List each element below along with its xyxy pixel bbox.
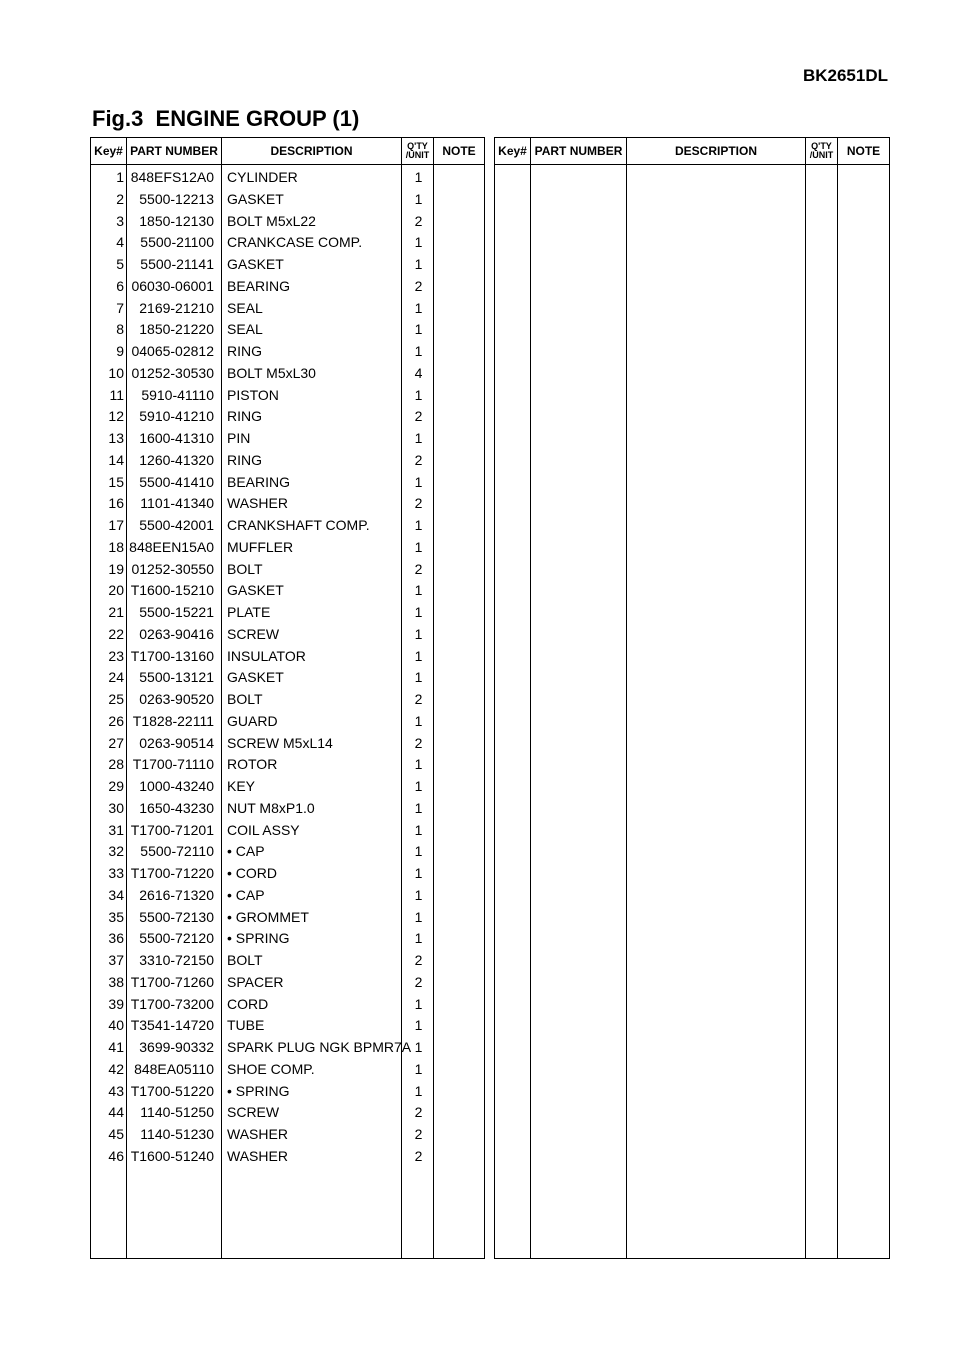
header-qty-line2: /UNIT [405,150,430,160]
description-cell: NUT M8xP1.0 [227,799,315,816]
description-cell: • CAP [227,886,265,903]
table-row [91,950,484,972]
table-row [91,667,484,689]
part-number-cell: T1600-15210 [130,582,214,599]
table-row [91,406,484,428]
table-row [91,559,484,581]
part-number-cell: T1700-71220 [130,865,214,881]
description-cell: PISTON [227,386,279,403]
key-cell: 5 [116,256,124,272]
qty-cell: 2 [414,495,423,512]
header-part-number-right: PART NUMBER [534,144,623,158]
description-cell: BOLT M5xL22 [227,212,316,229]
part-number-cell: 01252-30530 [131,364,214,381]
table-row [91,385,484,407]
part-number-cell: 1000-43240 [139,778,214,794]
table-row [91,537,484,559]
table-row [91,689,484,711]
description-cell: WASHER [227,1147,288,1164]
qty-cell: 1 [414,343,423,359]
part-number-cell: 5500-72120 [139,930,214,947]
key-cell: 21 [108,604,124,620]
header-description-right: DESCRIPTION [674,144,757,158]
table-row [91,994,484,1016]
table-row [91,515,484,537]
table-row [91,1124,484,1146]
key-cell: 6 [116,277,124,294]
qty-cell: 1 [414,256,423,272]
part-number-cell: 01252-30550 [131,560,214,577]
part-number-cell: 5500-72130 [139,908,214,925]
description-cell: SPACER [227,973,284,990]
table-row [91,472,484,494]
table-row [91,232,484,254]
description-cell: BEARING [227,473,291,490]
key-cell: 20 [108,582,124,599]
description-cell: GASKET [227,582,284,599]
table-row [91,1081,484,1103]
description-cell: GUARD [227,712,278,729]
model-number: BK2651DL [802,66,888,85]
part-number-cell: 5500-21141 [140,256,214,272]
qty-cell: 1 [414,886,423,903]
part-number-cell: T1600-51240 [130,1147,214,1164]
table-row [91,646,484,668]
qty-cell: 4 [414,364,423,381]
description-cell: WASHER [227,1126,288,1142]
description-cell: GASKET [227,256,284,272]
table-row [91,863,484,885]
qty-cell: 1 [414,625,423,642]
parts-table-left [90,137,485,1259]
header-note-right: NOTE [846,144,881,158]
table-row [91,211,484,233]
part-number-cell: 06030-06001 [131,277,214,294]
key-cell: 11 [109,386,124,403]
qty-cell: 2 [414,1104,423,1121]
page-title: Fig.3 ENGINE GROUP (1) [92,106,360,131]
key-cell: 32 [108,843,124,860]
part-number-cell: 5500-15221 [139,604,214,620]
description-cell: PIN [227,430,251,446]
qty-cell: 1 [414,799,423,816]
part-number-cell: T1700-71260 [130,973,214,990]
part-number-cell: 2616-71320 [139,886,214,903]
key-cell: 17 [108,517,124,533]
description-cell: BOLT [227,952,263,968]
key-cell: 24 [108,669,124,686]
description-cell: RING [227,408,262,425]
qty-cell: 1 [414,299,423,316]
table-row [91,711,484,733]
qty-cell: 1 [414,995,423,1012]
description-cell: SEAL [227,299,263,316]
table-row [91,341,484,363]
key-cell: 8 [116,321,124,338]
table-row [91,276,484,298]
part-number-cell: 5500-21100 [140,234,214,251]
key-cell: 18 [108,538,124,555]
table-row [91,428,484,450]
table-row [91,602,484,624]
qty-cell: 1 [414,473,423,490]
qty-cell: 1 [414,930,423,947]
key-cell: 45 [108,1126,124,1142]
description-cell: INSULATOR [227,647,306,664]
key-cell: 44 [108,1104,124,1121]
description-cell: SPARK PLUG NGK BPMR7A [227,1039,412,1055]
key-cell: 28 [108,756,124,773]
part-number-cell: 5500-41410 [139,473,214,490]
part-number-cell: T1700-73200 [130,995,214,1012]
key-cell: 25 [108,691,124,707]
part-number-cell: 848EEN15A0 [129,538,214,555]
key-cell: 42 [108,1060,124,1077]
description-cell: SHOE COMP. [227,1060,315,1077]
description-cell: • SPRING [227,930,290,947]
description-cell: • GROMMET [227,908,309,925]
key-cell: 2 [116,190,124,207]
description-cell: BOLT [227,691,263,707]
part-number-cell: 5500-72110 [140,843,214,860]
key-cell: 16 [108,495,124,512]
key-cell: 15 [108,473,124,490]
part-number-cell: T1700-71201 [130,821,214,838]
header-qty-right-line1: Q'TY [811,141,832,151]
qty-cell: 1 [414,821,423,838]
table-row [91,820,484,842]
qty-cell: 1 [414,647,423,664]
part-number-cell: 1140-51230 [140,1126,214,1142]
table-row [91,450,484,472]
qty-cell: 2 [414,408,423,425]
key-cell: 1 [116,169,124,185]
table-row [91,885,484,907]
part-number-cell: 1850-21220 [139,321,214,338]
description-cell: PLATE [227,604,271,620]
qty-cell: 1 [414,1039,423,1055]
description-cell: SCREW [227,625,280,642]
header-qty-right [806,138,837,164]
header-description: DESCRIPTION [270,144,353,158]
description-cell: BEARING [227,277,291,294]
description-cell: RING [227,343,262,359]
table-row [91,1102,484,1124]
description-cell: CORD [227,995,269,1012]
key-cell: 46 [108,1147,124,1164]
description-cell: GASKET [227,669,284,686]
part-number-cell: 5910-41110 [141,386,214,403]
table-row [91,798,484,820]
table-row [91,319,484,341]
description-cell: SCREW M5xL14 [227,734,333,751]
key-cell: 4 [116,234,124,251]
header-part-number: PART NUMBER [130,144,218,158]
description-cell: MUFFLER [227,538,294,555]
key-cell: 35 [108,908,124,925]
part-number-cell: 0263-90416 [139,625,214,642]
part-number-cell: 1101-41340 [140,495,214,512]
qty-cell: 1 [414,908,423,925]
key-cell: 3 [116,212,124,229]
description-cell: RING [227,451,262,468]
key-cell: 36 [108,930,124,947]
table-row [91,493,484,515]
key-cell: 30 [108,799,124,816]
description-cell: CRANKSHAFT COMP. [227,517,370,533]
qty-cell: 2 [414,451,423,468]
key-cell: 33 [108,865,124,881]
key-cell: 40 [108,1017,124,1034]
description-cell: TUBE [227,1017,265,1034]
parts-table-right [494,137,890,1259]
description-cell: GASKET [227,190,284,207]
qty-cell: 1 [414,669,423,686]
key-cell: 27 [108,734,124,751]
header-key-right: Key# [498,144,527,158]
part-number-cell: 0263-90520 [139,691,214,707]
table-row [91,907,484,929]
part-number-cell: 5500-42001 [139,517,214,533]
part-number-cell: 5500-13121 [139,669,214,686]
qty-cell: 2 [414,1147,423,1164]
key-cell: 13 [108,430,124,446]
key-cell: 31 [108,821,124,838]
part-number-cell: 1140-51250 [140,1104,214,1121]
key-cell: 23 [108,647,124,664]
description-cell: BOLT M5xL30 [227,364,316,381]
qty-cell: 2 [414,952,423,968]
part-number-cell: T1700-71110 [132,756,214,773]
description-cell: SEAL [227,321,263,338]
qty-cell: 1 [414,321,423,338]
part-number-cell: T1828-22111 [132,712,214,729]
description-cell: CYLINDER [227,169,298,185]
part-number-cell: 1260-41320 [139,451,214,468]
header-qty-line1: Q'TY [407,141,428,151]
qty-cell: 2 [414,277,423,294]
table-row [91,841,484,863]
key-cell: 39 [108,995,124,1012]
part-number-cell: T1700-13160 [130,647,214,664]
key-cell: 7 [116,299,124,316]
part-number-cell: 1600-41310 [139,430,214,446]
part-number-cell: 1650-43230 [139,799,214,816]
qty-cell: 1 [414,517,423,533]
header-note: NOTE [442,144,476,158]
key-cell: 34 [108,886,124,903]
table-row [91,298,484,320]
qty-cell: 1 [414,865,423,881]
qty-cell: 1 [414,582,423,599]
qty-cell: 1 [414,712,423,729]
description-cell: • SPRING [227,1082,290,1099]
table-row [91,1037,484,1059]
key-cell: 10 [108,364,124,381]
qty-cell: 1 [414,190,423,207]
table-row [91,776,484,798]
qty-cell: 1 [414,169,423,185]
part-number-cell: T1700-51220 [130,1082,214,1099]
part-number-cell: T3541-14720 [130,1017,214,1034]
key-cell: 9 [116,343,124,359]
description-cell: CRANKCASE COMP. [227,234,363,251]
description-cell: ROTOR [227,756,278,773]
key-cell: 29 [108,778,124,794]
qty-cell: 2 [414,212,423,229]
part-number-cell: 2169-21210 [139,299,214,316]
qty-cell: 1 [414,1017,423,1034]
table-row [91,254,484,276]
part-number-cell: 848EA05110 [134,1060,214,1077]
table-row [91,189,484,211]
table-row [91,928,484,950]
key-cell: 12 [108,408,124,425]
table-row [91,580,484,602]
description-cell: • CAP [227,843,265,860]
header-key: Key# [94,144,123,158]
description-cell: KEY [227,778,256,794]
qty-cell: 2 [414,1126,423,1142]
key-cell: 43 [108,1082,124,1099]
qty-cell: 1 [414,1082,423,1099]
key-cell: 41 [108,1039,124,1055]
key-cell: 22 [108,625,124,642]
qty-cell: 2 [414,734,423,751]
qty-cell: 1 [414,843,423,860]
table-row [91,624,484,646]
header-qty-right-line2: /UNIT [809,150,834,160]
table-row [91,754,484,776]
table-row [91,363,484,385]
key-cell: 26 [108,712,124,729]
description-cell: • CORD [227,865,278,881]
key-cell: 37 [108,952,124,968]
part-number-cell: 5910-41210 [139,408,214,425]
header-qty [402,138,433,164]
description-cell: WASHER [227,495,288,512]
part-number-cell: 5500-12213 [139,190,214,207]
qty-cell: 1 [414,604,423,620]
qty-cell: 1 [414,756,423,773]
description-cell: COIL ASSY [227,821,300,838]
table-row [91,1059,484,1081]
qty-cell: 2 [414,691,423,707]
key-cell: 38 [108,973,124,990]
qty-cell: 2 [414,973,423,990]
description-cell: BOLT [227,560,263,577]
qty-cell: 1 [414,234,423,251]
table-row [91,1015,484,1037]
table-row [91,733,484,755]
part-number-cell: 04065-02812 [131,343,214,359]
qty-cell: 1 [414,386,423,403]
table-row [91,972,484,994]
table-row [91,167,484,189]
qty-cell: 1 [414,1060,423,1077]
part-number-cell: 1850-12130 [139,212,214,229]
qty-cell: 1 [414,538,423,555]
qty-cell: 1 [414,778,423,794]
qty-cell: 1 [414,430,423,446]
table-row [91,1146,484,1168]
key-cell: 19 [108,560,124,577]
qty-cell: 2 [414,560,423,577]
part-number-cell: 0263-90514 [139,734,214,751]
parts-rows [91,167,484,1168]
key-cell: 14 [108,451,124,468]
part-number-cell: 3310-72150 [139,952,214,968]
part-number-cell: 3699-90332 [139,1039,214,1055]
part-number-cell: 848EFS12A0 [130,169,214,185]
description-cell: SCREW [227,1104,280,1121]
